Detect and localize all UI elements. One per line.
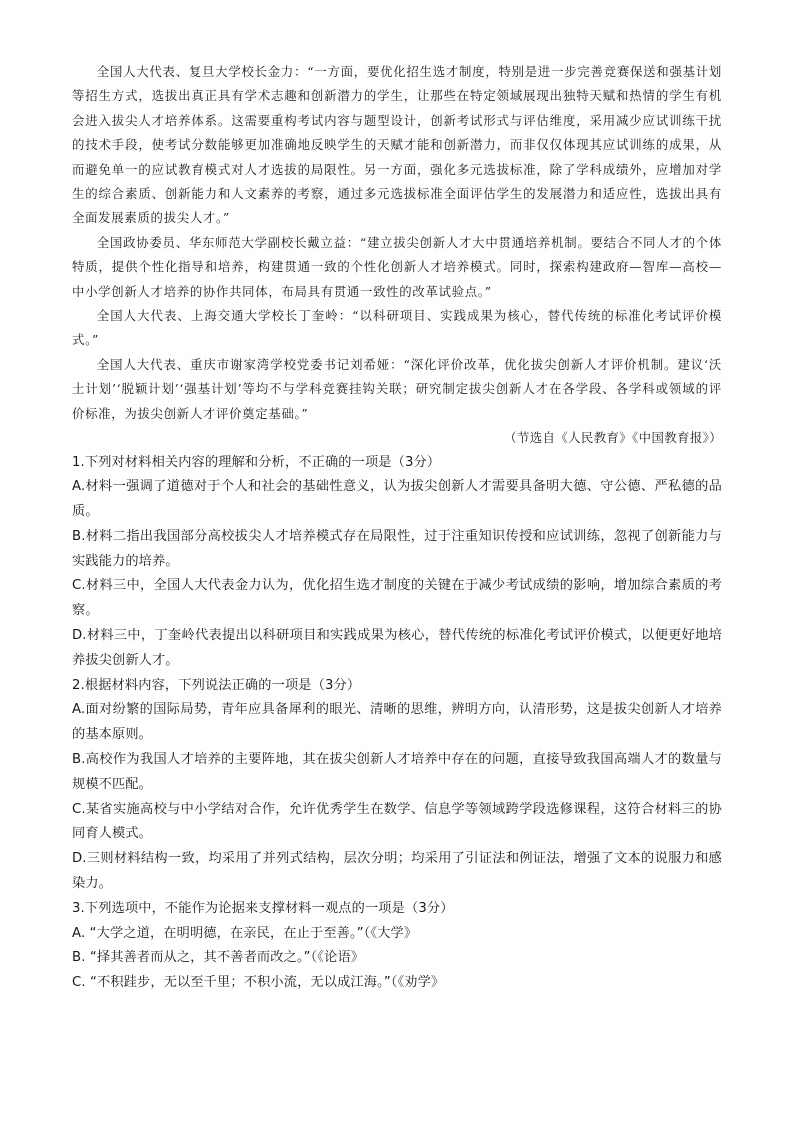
- question-option: A.材料一强调了道德对于个人和社会的基础性意义，认为拔尖创新人才需要具备明大德、守公德、严私德的品质。: [72, 479, 722, 520]
- question-option: C.材料三中，全国人大代表金力认为，优化招生选才制度的关键在于减少考试成绩的影响，增加综合素质的考察。: [72, 578, 722, 619]
- question-3: [72, 897, 722, 996]
- question-option: A. “大学之道，在明明德，在亲民，在止于至善。”（《大学》: [72, 925, 418, 941]
- material-paragraph-liuxiya: 全国人大代表、重庆市谢家湾学校党委书记刘希娅：“深化评价改革，优化拔尖创新人才评价机制。建议‘沃土计划’‘脱颖计划’‘强基计划’等均不与学科竞赛挂钩关联；研究制定拔尖创新人才在各学段、各学科或领域的评价标准，为拔尖创新人才评价奠定基础。”: [72, 356, 722, 421]
- question-stem: 2.根据材料内容，下列说法正确的一项是（3分）: [72, 677, 361, 693]
- question-option: B. “择其善者而从之，其不善者而改之。”（《论语》: [72, 950, 365, 966]
- question-stem: 1.下列对材料相关内容的理解和分析，不正确的一项是（3分）: [72, 454, 441, 470]
- material-paragraph-jinli: 全国人大代表、复旦大学校长金力：“一方面，要优化招生选才制度，特别是进一步完善竞赛保送和强基计划等招生方式，选拔出真正具有学术志趣和创新潜力的学生，让那些在特定领域展现出独特天赋和热情的学生有机会进入拔尖人才培养体系。这需要重构考试内容与题型设计，创新考试形式与评估维度，采用减少应试训练干扰的技术手段，使考试分数能够更加准确地反映学生的天赋才能和创新潜力，而非仅仅体现其应试训练的成果，从而避免单一的应试教育模式对人才选拔的局限性。另一方面，强化多元选拔标准，除了学科成绩外，应增加对学生的综合素质、创新能力和人文素养的考察，通过多元选拔标准全面评估学生的发展潜力和适应性，选拔出具有全面发展素质的拔尖人才。”: [72, 64, 722, 226]
- material-paragraph-dailiyi: 全国政协委员、华东师范大学副校长戴立益：“建立拔尖创新人才大中贯通培养机制。要结合不同人才的个体特质，提供个性化指导和培养，构建贯通一致的个性化创新人才培养模式。同时，探索构建政府—智库—高校—中小学创新人才培养的协作共同体，布局具有贯通一致性的改革试验点。”: [72, 234, 722, 299]
- question-option: B.材料二指出我国部分高校拔尖人才培养模式存在局限性，过于注重知识传授和应试训练，忽视了创新能力与实践能力的培养。: [72, 528, 722, 569]
- questions: [72, 451, 722, 997]
- document-page: [72, 60, 722, 996]
- material-paragraph-dingkuiling: 全国人大代表、上海交通大学校长丁奎岭：“以科研项目、实践成果为核心，替代传统的标准化考试评价模式。”: [72, 308, 722, 348]
- question-1: [72, 451, 722, 674]
- question-2: [72, 674, 722, 897]
- question-option: B.高校作为我国人才培养的主要阵地，其在拔尖创新人才培养中存在的问题，直接导致我国高端人才的数量与规模不匹配。: [72, 752, 722, 792]
- reading-material: [72, 60, 722, 451]
- question-stem: 3.下列选项中，不能作为论据来支撑材料一观点的一项是（3分）: [72, 900, 454, 916]
- question-option: C. “不积跬步，无以至千里；不积小流，无以成江海。”（《劝学》: [72, 975, 445, 991]
- material-source: （节选自《人民教育》《中国教育报》）: [504, 430, 722, 446]
- question-option: D.材料三中，丁奎岭代表提出以科研项目和实践成果为核心，替代传统的标准化考试评价模式，以便更好地培养拔尖创新人才。: [72, 628, 722, 668]
- question-option: C.某省实施高校与中小学结对合作，允许优秀学生在数学、信息学等领域跨学段选修课程，这符合材料三的协同育人模式。: [72, 801, 722, 842]
- question-option: D.三则材料结构一致，均采用了并列式结构，层次分明；均采用了引证法和例证法，增强了文本的说服力和感染力。: [72, 851, 722, 892]
- question-option: A.面对纷繁的国际局势，青年应具备犀利的眼光、清晰的思维，辨明方向，认清形势，这是拔尖创新人才培养的基本原则。: [72, 702, 722, 743]
